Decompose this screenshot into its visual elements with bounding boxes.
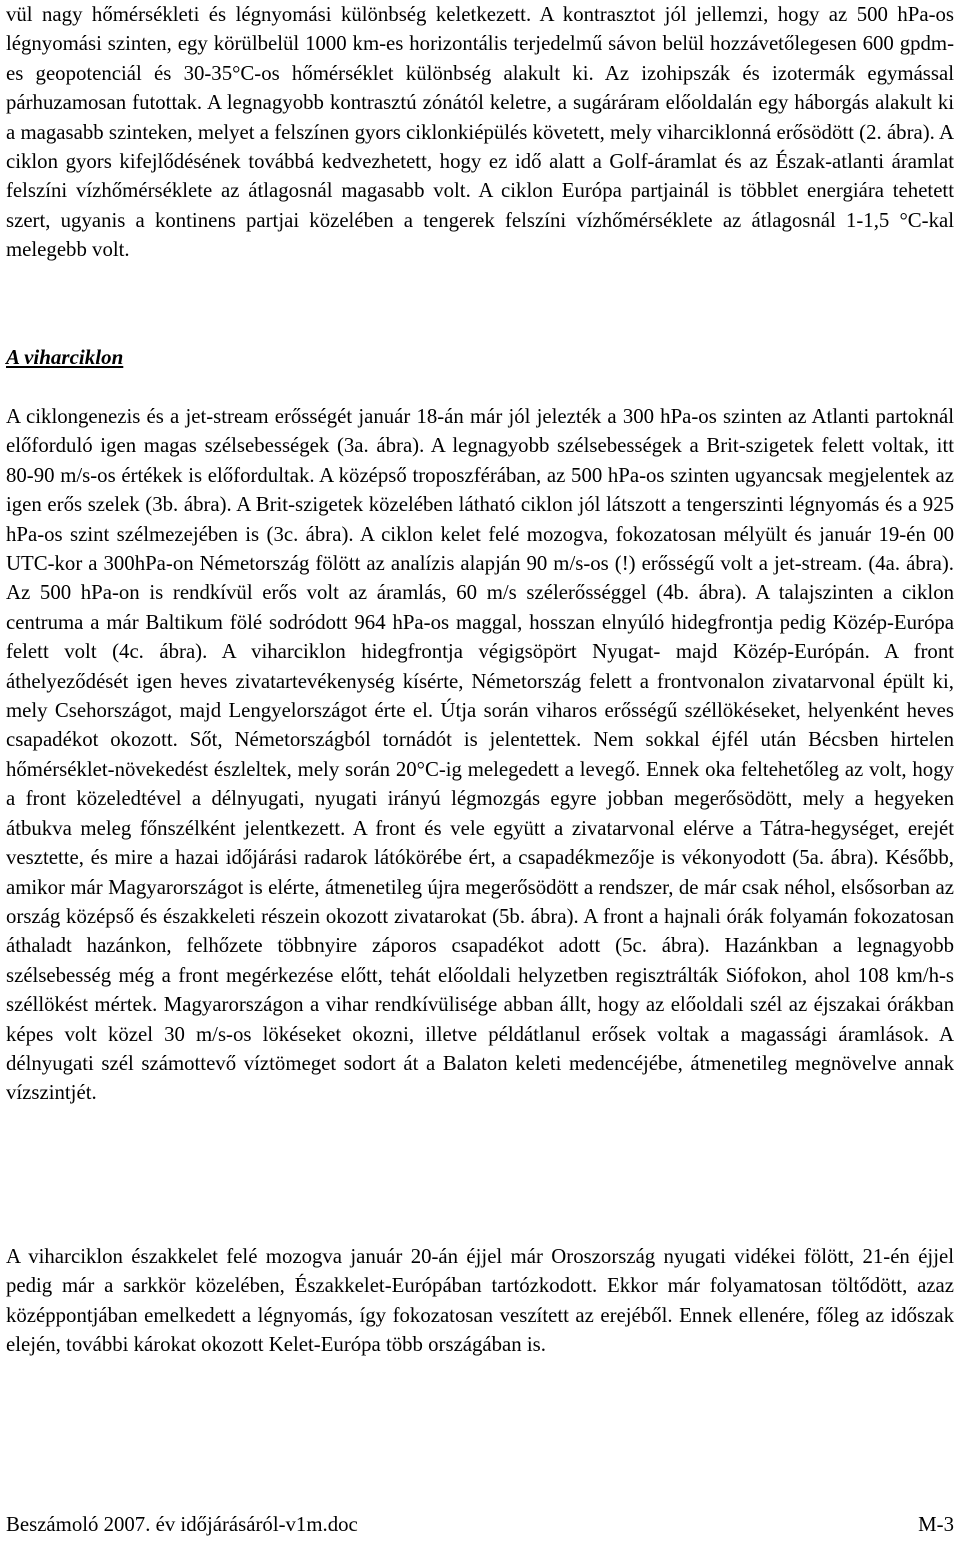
closing-paragraph: A viharciklon északkelet felé mozogva január 20-án éjjel már Oroszország nyugati vidékei fölött, 21-én éjjel pedig már a sarkkör közelében, Északkelet-Európában tartózkodott. Ekkor már folyamatosan töltődött, azaz középpontjában emelkedett a légnyomás, így fokozatosan veszített az erejéből. Ennek ellenére, főleg az időszak elején, további károkat okozott Kelet-Európa több országában is. bbox=[6, 1245, 954, 1357]
intro-paragraph: vül nagy hőmérsékleti és légnyomási különbség keletkezett. A kontrasztot jól jellemzi, hogy az 500 hPa-os légnyomási szinten, egy körülbelül 1000 km-es horizontális terjedelmű sávon belül hozzávetőlegesen 600 gpdm-es geopotenciál és 30-35°C-os hőmérséklet különbség alakult ki. Az izohipszák és izotermák egymással párhuzamosan futottak. A legnagyobb kontrasztú zónától keletre, a sugáráram előoldalán egy háborgás alakult ki a magasabb szinteken, melyet a felszínen gyors ciklonkiépülés követett, mely viharciklonná erősödött (2. ábra). A ciklon gyors kifejlődésének továbbá kedvezhetett, hogy ez idő alatt a Golf-áramlat és az Észak-atlanti áramlat felszíni vízhőmérséklete az átlagosnál magasabb volt. A ciklon Európa partjainál is többlet energiára tehetett szert, ugyanis a kontinens partjai közelében a tengerek felszíni vízhőmérséklete az átlagosnál 1-1,5 °C-kal melegebb volt. bbox=[6, 3, 954, 262]
section-heading: A viharciklon bbox=[6, 345, 124, 369]
footer-filename: Beszámoló 2007. év időjárásáról-v1m.doc bbox=[6, 1513, 358, 1536]
page-footer bbox=[6, 1512, 954, 1538]
footer-page-number: M-3 bbox=[918, 1513, 954, 1536]
cyclone-paragraph: A ciklongenezis és a jet-stream erősségét január 18-án már jól jelezték a 300 hPa-os szinten az Atlanti partoknál előforduló igen magas szélsebességek (3a. ábra). A legnagyobb szélsebességek a Brit-szigetek felett voltak, itt 80-90 m/s-os értékek is előfordultak. A középső troposzférában, az 500 hPa-os szinten ugyancsak megjelentek az igen erős szelek (3b. ábra). A Brit-szigetek közelében látható ciklon jól látszott a tengerszinti légnyomás és a 925 hPa-os szint szélmezejében is (3c. ábra). A ciklon kelet felé mozogva, fokozatosan mélyült és január 19-én 00 UTC-kor a 300hPa-on Németország fölött az analízis alapján 90 m/s-os (!) erősségű volt a jet-stream. (4a. ábra). Az 500 hPa-on is rendkívül erős volt az áramlás, 60 m/s szélerősséggel (4b. ábra). A talajszinten a ciklon centruma a már Baltikum fölé sodródott 964 hPa-os maggal, hosszan elnyúló hidegfrontja pedig Közép-Európa felett volt (4c. ábra). A viharciklon hidegfrontja végigsöpört Nyugat- majd Közép-Európán. A front áthelyeződését igen heves zivatartevékenység kísérte, Németország felett a frontvonalon zivatarvonal épült ki, mely Csehországot, majd Lengyelországot érte el. Útja során viharos erősségű széllökéseket, helyenként heves csapadékot okozott. Sőt, Németországból tornádót is jelentettek. Nem sokkal éjfél után Bécsben hirtelen hőmérséklet-növekedést észleltek, mely során 20°C-ig melegedett a levegő. Ennek oka feltehetőleg az volt, hogy a front közeledtével a délnyugati, nyugati irányú légmozgás egyre jobban megerősödött, mely a hegyeken átbukva meleg főnszélként jelentkezett. A front és vele együtt a zivatarvonal elérve a Tátra-hegységet, erejét vesztette, és mire a hazai időjárási radarok látókörébe ért, a csapadékmezője is vékonyodott (5a. ábra). Később, amikor már Magyarországot is elérte, átmenetileg újra megerősödött a rendszer, de már csak néhol, elsősorban az ország középső és északkeleti részein okozott zivatarokat (5b. ábra). A front a hajnali órák folyamán fokozatosan áthaladt hazánkon, felhőzete többnyire záporos csapadékot adott (5c. ábra). Hazánkban a legnagyobb szélsebesség még a front megérkezése előtt, tehát előoldali helyzetben regisztrálták Siófokon, ahol 108 km/h-s széllökést mértek. Magyarországon a vihar rendkívülisége abban állt, hogy az előoldali szél az éjszakai órákban képes volt közel 30 m/s-os lökéseket okozni, illetve példátlanul erősek voltak a magassági áramlások. A délnyugati szél számottevő víztömeget sodort át a Balaton keleti medencéjébe, átmenetileg megnövelve annak vízszintjét. bbox=[6, 405, 954, 1105]
